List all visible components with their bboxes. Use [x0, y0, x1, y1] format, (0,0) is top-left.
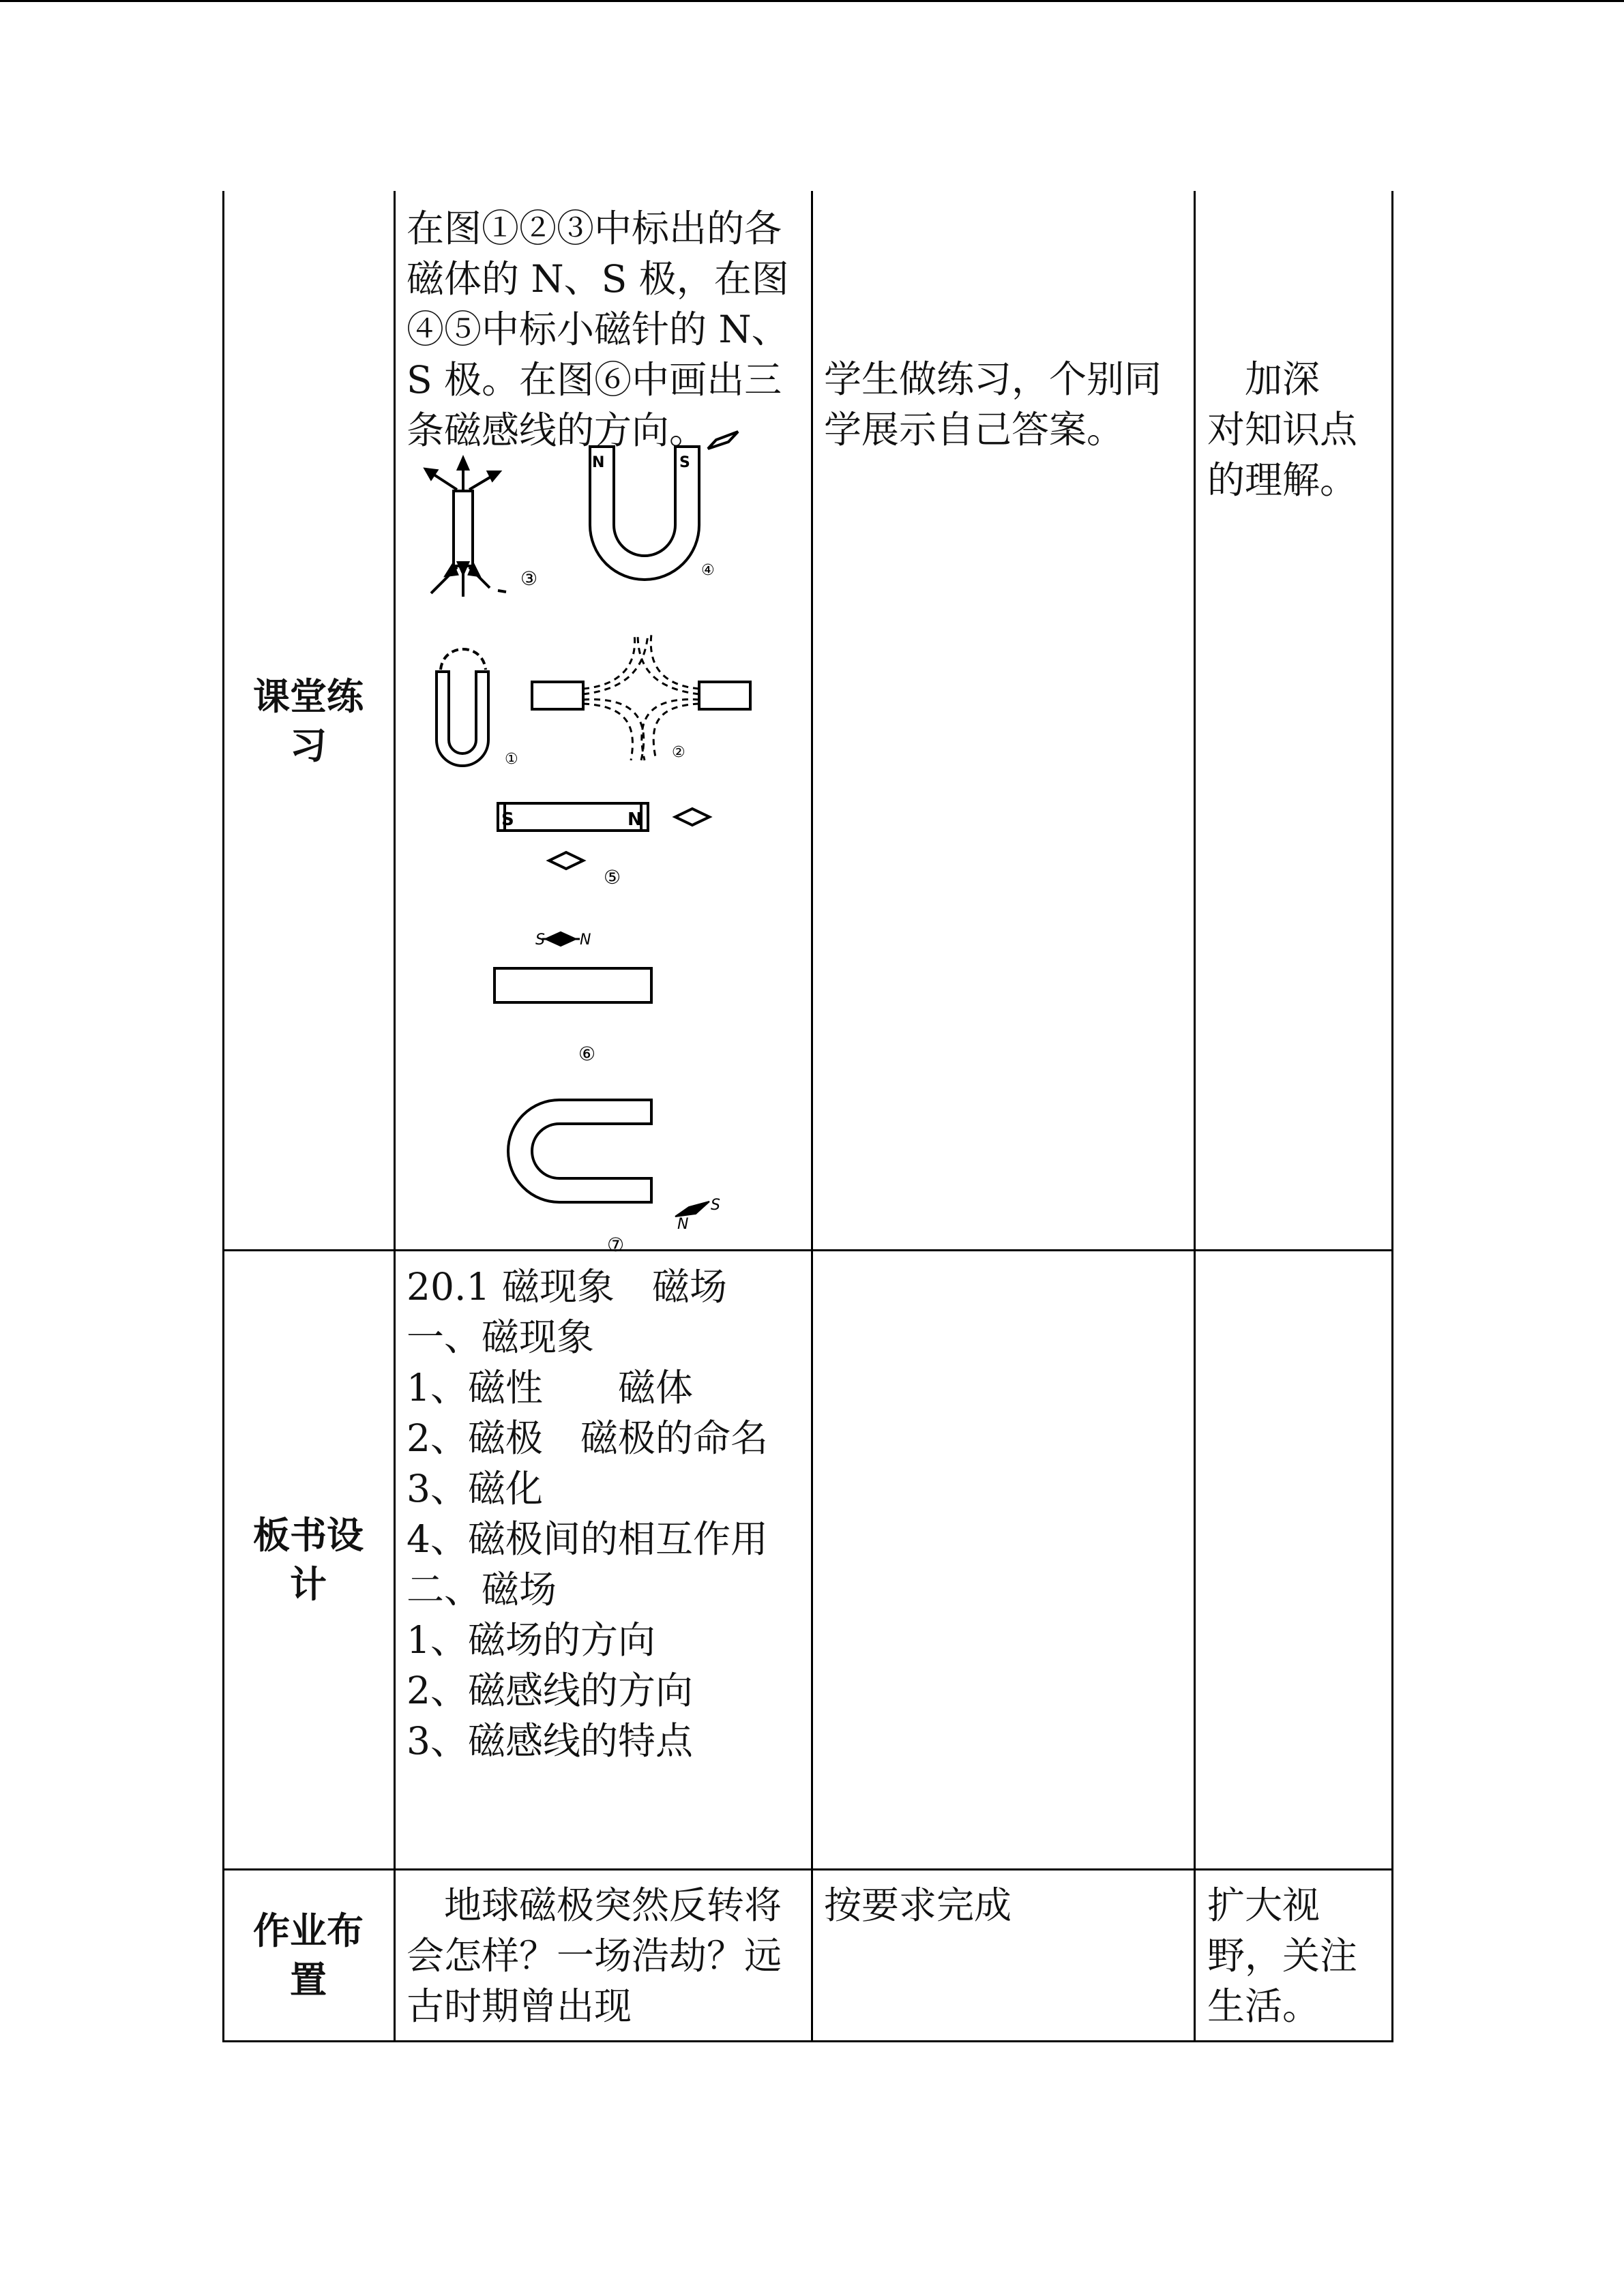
board-line-2: 一、磁现象 — [407, 1315, 595, 1359]
homework-line-2: 会怎样？一场浩劫？远 — [407, 1934, 782, 1978]
table-divider-3 — [1194, 191, 1196, 2042]
figure-4-u-magnet — [590, 432, 738, 580]
row-divider-2 — [222, 1868, 1393, 1870]
board-line-9: 2、磁感线的方向 — [407, 1669, 693, 1712]
practice-label-line-2: 习 — [290, 724, 327, 767]
magnet-figures — [402, 430, 784, 1255]
practice-line-2: 磁体的 N、S 极，在图 — [407, 257, 789, 301]
homework-purpose — [1207, 1880, 1385, 2031]
practice-purpose-line-3: 的理解。 — [1207, 458, 1358, 502]
practice-purpose-line-1: 加深 — [1207, 357, 1320, 401]
board-label — [230, 1511, 387, 1609]
homework-purpose-line-1: 扩大视 — [1207, 1883, 1320, 1927]
board-label-line-2: 计 — [290, 1563, 327, 1606]
figure-7-pole-n: N — [677, 1216, 689, 1233]
table-border-right — [1391, 191, 1393, 2042]
practice-line-4: S 极。在图⑥中画出三 — [407, 358, 782, 402]
table-divider-1 — [394, 191, 396, 2042]
board-line-8: 1、磁场的方向 — [407, 1618, 655, 1662]
figure-3-bar-magnet — [426, 458, 506, 597]
homework-purpose-line-3: 生活。 — [1207, 1984, 1320, 2028]
board-line-6: 4、磁极间的相互作用 — [407, 1517, 768, 1561]
homework-content — [407, 1880, 802, 2031]
homework-student-line-1: 按要求完成 — [824, 1883, 1012, 1927]
figure-7-u-magnet — [508, 1100, 709, 1217]
figure-7-pole-s: S — [711, 1197, 720, 1214]
figure-4-pole-n: N — [592, 454, 605, 471]
practice-purpose-line-2: 对知识点 — [1207, 408, 1358, 451]
row-divider-1 — [222, 1249, 1393, 1251]
board-line-7: 二、磁场 — [407, 1568, 557, 1611]
practice-label — [230, 672, 387, 771]
homework-label-line-2: 置 — [290, 1958, 327, 2001]
practice-label-line-1: 课堂练 — [253, 675, 364, 718]
figure-5-number: ⑤ — [604, 866, 621, 889]
practice-line-3: ④⑤中标小磁针的 N、 — [407, 308, 789, 351]
practice-line-5: 条磁感线的方向。 — [407, 408, 707, 452]
practice-student-line-2: 学展示自己答案。 — [824, 408, 1125, 451]
practice-student-line-1: 学生做练习，个别同 — [824, 357, 1162, 401]
board-line-4: 2、磁极 磁极的命名 — [407, 1416, 768, 1460]
board-line-1: 20.1 磁现象 磁场 — [407, 1265, 727, 1309]
figure-6-bar-magnet — [494, 933, 651, 1002]
figure-6-number: ⑥ — [578, 1043, 596, 1065]
homework-label-line-1: 作业布 — [253, 1909, 364, 1952]
figure-1-u-magnet — [437, 649, 488, 766]
table-border-bottom — [222, 2040, 1393, 2042]
figure-5-pole-n: N — [628, 809, 643, 830]
figure-5-pole-s: S — [501, 809, 514, 830]
figure-4-number: ④ — [701, 562, 715, 579]
figure-4-pole-s: S — [679, 454, 690, 471]
magnet-figures-svg — [402, 430, 784, 1255]
figure-1-number: ① — [505, 751, 518, 768]
table-border-left — [222, 191, 224, 2042]
board-line-10: 3、磁感线的特点 — [407, 1719, 693, 1763]
homework-line-3: 古时期曾出现 — [407, 1984, 632, 2028]
board-label-line-1: 板书设 — [253, 1514, 364, 1557]
homework-student-activity — [824, 1880, 1192, 1930]
figure-2-number: ② — [672, 744, 685, 761]
figure-7-number: ⑦ — [607, 1234, 625, 1256]
figure-2-opposing-magnets — [532, 634, 750, 760]
figure-3-number: ③ — [520, 567, 538, 590]
board-line-5: 3、磁化 — [407, 1467, 543, 1510]
board-content — [407, 1262, 802, 1766]
practice-line-1: 在图①②③中标出的各 — [407, 207, 782, 250]
figure-6-pole-s: S — [535, 931, 545, 949]
homework-label — [230, 1907, 387, 2005]
homework-line-1: 地球磁极突然反转将 — [407, 1883, 782, 1927]
figure-6-pole-n: N — [580, 931, 591, 949]
homework-purpose-line-2: 野，关注 — [1207, 1934, 1358, 1978]
practice-student-activity — [824, 354, 1192, 455]
board-line-3: 1、磁性 磁体 — [407, 1366, 693, 1410]
practice-purpose — [1207, 354, 1385, 505]
practice-content — [407, 203, 802, 452]
figure-5-bar-magnet — [498, 803, 709, 869]
table-divider-2 — [811, 191, 813, 2042]
